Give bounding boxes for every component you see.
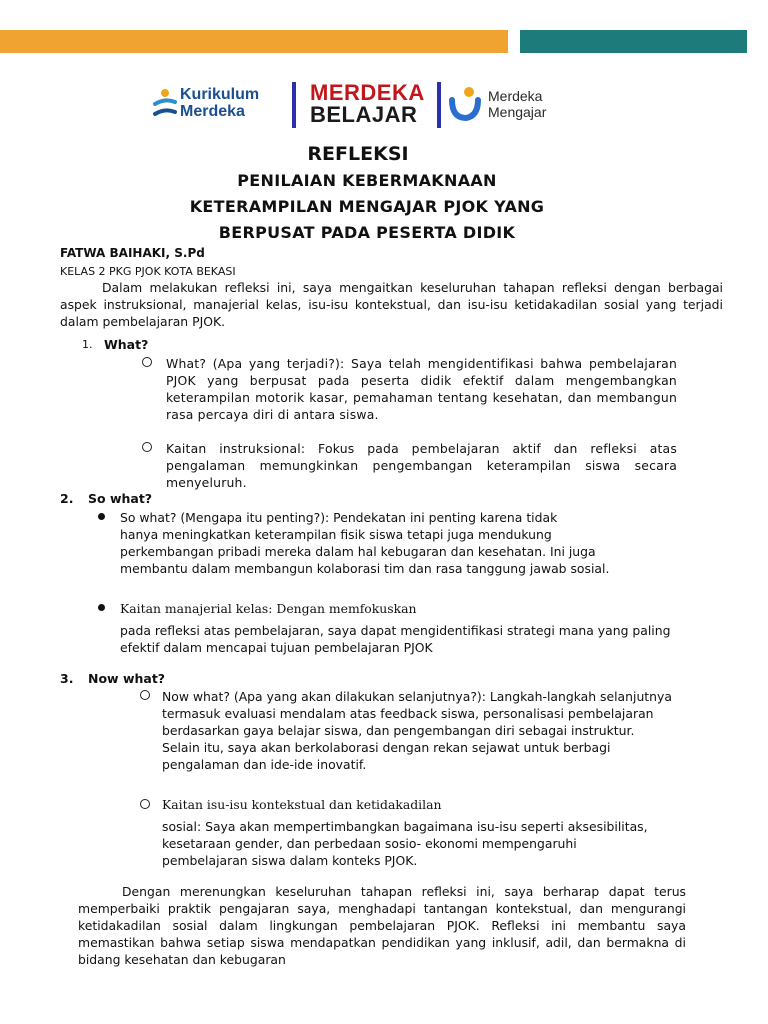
subtitle-line-2: KETERAMPILAN MENGAJAR PJOK YANG: [189, 197, 545, 216]
logo-text-kurikulum: Kurikulum: [180, 86, 260, 103]
hollow-bullet-icon: [142, 442, 152, 452]
logo-strip: [152, 82, 582, 128]
list-item-first-line: Kaitan isu-isu kontekstual dan ketidakadilan: [162, 797, 442, 812]
logo-text-merdeka-mengajar-1: Merdeka: [488, 88, 543, 104]
intro-paragraph: Dalam melakukan refleksi ini, saya mengaitkan keseluruhan tahapan refleksi dengan berbagai aspek instruksional, manajerial kelas, isu-isu kontekstual, dan isu-isu ketidakadilan sosial yang terjadi dalam pembelajaran PJOK.: [60, 280, 723, 329]
author-name: FATWA BAIHAKI, S.Pd: [60, 246, 205, 260]
hollow-bullet-icon: [142, 357, 152, 367]
section-number: 3.: [60, 671, 74, 686]
list-item: Kaitan instruksional: Fokus pada pembelajaran aktif dan refleksi atas pengalaman memungkinkan pengembangan keterampilan siswa secara menyeluruh.: [166, 441, 677, 490]
subtitle-line-3: BERPUSAT PADA PESERTA DIDIK: [218, 223, 516, 242]
list-item: What? (Apa yang terjadi?): Saya telah mengidentifikasi bahwa pembelajaran PJOK yang berpusat pada peserta didik efektif dalam mengembangkan keterampilan motorik kasar, pemahaman tentang kesehatan, dan membangun rasa percaya diri di antara siswa.: [166, 356, 677, 422]
section-number: 1.: [82, 338, 93, 351]
logo-text-merdeka-red: MERDEKA: [310, 80, 425, 105]
header-teal-bar: [520, 30, 747, 53]
merdeka-mengajar-icon: [448, 86, 482, 122]
list-item-first-line: So what? (Mengapa itu penting?): Pendekatan ini penting karena tidak: [120, 510, 558, 525]
section-heading-so-what: So what?: [88, 491, 153, 506]
class-info: KELAS 2 PKG PJOK KOTA BEKASI: [60, 265, 236, 278]
header-orange-bar: [0, 30, 508, 53]
logo-text-merdeka-mengajar-2: Mengajar: [488, 104, 547, 120]
kurikulum-merdeka-icon: [152, 88, 178, 124]
list-item-continuation: hanya meningkatkan keterampilan fisik siswa tetapi juga mendukung perkembangan pribadi mereka dalam hal kebugaran dan kesehatan. Ini juga membantu dalam membangun kolaborasi tim dan rasa tanggung jawab sosial.: [120, 527, 610, 576]
hollow-bullet-icon: [140, 799, 150, 809]
merdeka-mengajar-logo: [488, 88, 546, 120]
section-number: 2.: [60, 491, 74, 506]
closing-paragraph: Dengan merenungkan keseluruhan tahapan refleksi ini, saya berharap dapat terus memperbaiki praktik pengajaran saya, menghadapi tantangan kontekstual, dan mengurangi ketidakadilan sosial dalam lingkungan pembelajaran PJOK. Refleksi ini membantu saya memastikan bahwa setiap siswa mendapatkan pendidikan yang inklusif, adil, dan bermakna di bidang kesehatan dan kebugaran: [78, 884, 686, 967]
logo-divider: [292, 82, 296, 128]
list-item-continuation: sosial: Saya akan mempertimbangkan bagaimana isu-isu seperti aksesibilitas, kesetaraan gender, dan perbedaan sosio- ekonomi mempengaruhi pembelajaran siswa dalam konteks PJOK.: [162, 819, 648, 868]
subtitle-line-1: PENILAIAN KEBERMAKNAAN: [237, 171, 497, 190]
section-heading-now-what: Now what?: [88, 671, 166, 686]
logo-text-belajar: BELAJAR: [310, 102, 418, 127]
filled-bullet-icon: [98, 513, 105, 520]
filled-bullet-icon: [98, 604, 105, 611]
logo-text-merdeka: Merdeka: [180, 103, 245, 120]
section-heading-what: What?: [104, 337, 149, 352]
merdeka-belajar-logo: [310, 82, 425, 126]
kurikulum-merdeka-logo: [152, 84, 290, 126]
list-item-continuation: pada refleksi atas pembelajaran, saya dapat mengidentifikasi strategi mana yang paling efektif dalam mencapai tujuan pembelajaran PJOK: [120, 623, 671, 655]
logo-divider: [437, 82, 441, 128]
hollow-bullet-icon: [140, 690, 150, 700]
list-item-first-line: Kaitan manajerial kelas: Dengan memfokuskan: [120, 601, 417, 616]
page-title: REFLEKSI: [307, 143, 409, 165]
list-item: Now what? (Apa yang akan dilakukan selanjutnya?): Langkah-langkah selanjutnya termasuk evaluasi mendalam atas feedback siswa, personalisasi pembelajaran berdasarkan gaya belajar siswa, dan pengembangan diri sebagai instruktur. Selain itu, saya akan berkolaborasi dengan rekan sejawat untuk berbagi pengalaman dan ide-ide inovatif.: [162, 689, 672, 772]
